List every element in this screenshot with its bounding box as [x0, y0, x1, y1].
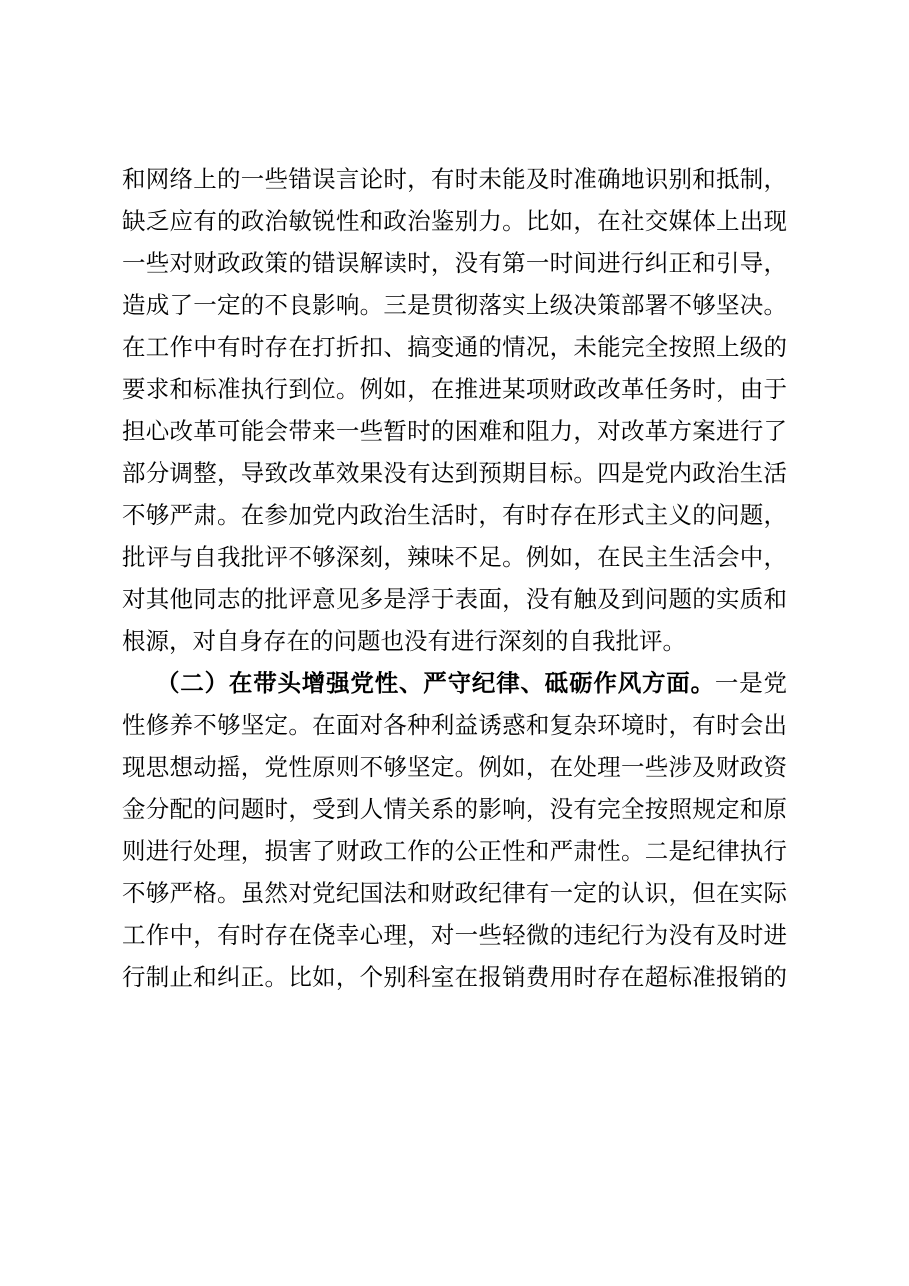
section-first-line: [122, 662, 787, 704]
text-line: 缺乏应有的政治敏锐性和政治鉴别力。比如，在社交媒体上出现: [122, 207, 787, 235]
text-line: 和网络上的一些错误言论时，有时未能及时准确地识别和抵制，: [122, 165, 787, 193]
document-body: [122, 158, 787, 998]
text-line: 行制止和纠正。比如，个别科室在报销费用时存在超标准报销的: [122, 963, 787, 991]
text-line: 金分配的问题时，受到人情关系的影响，没有完全按照规定和原: [122, 795, 787, 823]
text-line: 担心改革可能会带来一些暂时的困难和阻力，对改革方案进行了: [122, 417, 787, 445]
text-line: 不够严肃。在参加党内政治生活时，有时存在形式主义的问题，: [122, 501, 787, 529]
text-line-segment: 一是党: [714, 669, 787, 697]
paragraph-1: [122, 158, 787, 662]
text-line: 根源，对自身存在的问题也没有进行深刻的自我批评。: [122, 627, 686, 655]
text-line: 在工作中有时存在打折扣、搞变通的情况，未能完全按照上级的: [122, 333, 787, 361]
text-line: 工作中，有时存在侥幸心理，对一些轻微的违纪行为没有及时进: [122, 921, 787, 949]
text-line: 批评与自我批评不够深刻，辣味不足。例如，在民主生活会中，: [122, 543, 787, 571]
text-line: 要求和标准执行到位。例如，在推进某项财政改革任务时，由于: [122, 375, 787, 403]
text-line: 现思想动摇，党性原则不够坚定。例如，在处理一些涉及财政资: [122, 753, 787, 781]
text-line: 则进行处理，损害了财政工作的公正性和严肃性。二是纪律执行: [122, 837, 787, 865]
text-line: 不够严格。虽然对党纪国法和财政纪律有一定的认识，但在实际: [122, 879, 787, 907]
text-line: 性修养不够坚定。在面对各种利益诱惑和复杂环境时，有时会出: [122, 711, 787, 739]
paragraph-2: [122, 662, 787, 998]
text-line: 部分调整，导致改革效果没有达到预期目标。四是党内政治生活: [122, 459, 787, 487]
text-line: 对其他同志的批评意见多是浮于表面，没有触及到问题的实质和: [122, 585, 787, 613]
text-line: 造成了一定的不良影响。三是贯彻落实上级决策部署不够坚决。: [122, 291, 787, 319]
section-heading: （二）在带头增强党性、严守纪律、砥砺作风方面。: [156, 669, 715, 697]
text-line: 一些对财政政策的错误解读时，没有第一时间进行纠正和引导，: [122, 249, 787, 277]
